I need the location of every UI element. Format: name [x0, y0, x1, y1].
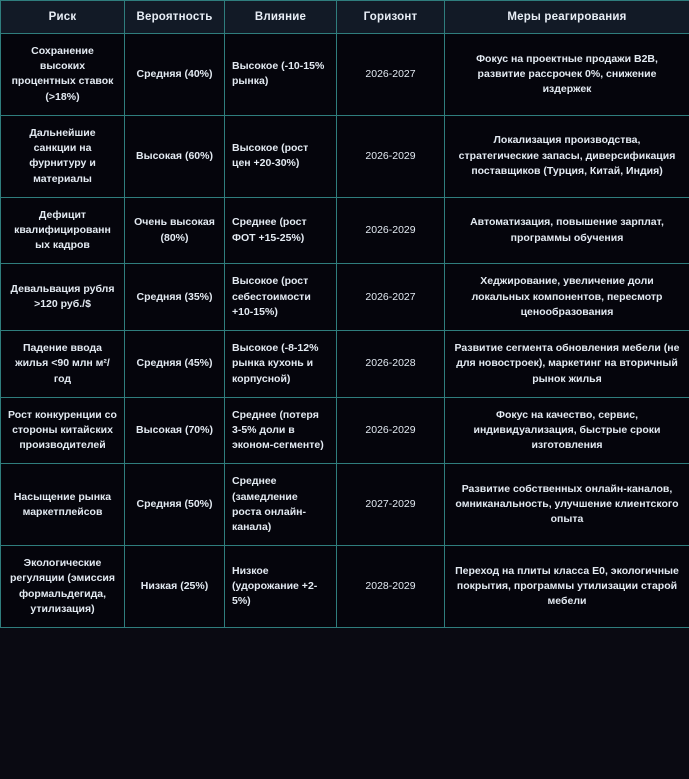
cell-probability: Средняя (45%) — [125, 331, 225, 398]
table-row — [1, 264, 689, 331]
column-header-probability: Вероятность — [125, 1, 225, 34]
cell-risk: Дальнейшие санкции на фурнитуру и материалы — [1, 115, 125, 197]
cell-probability: Высокая (60%) — [125, 115, 225, 197]
column-header-impact: Влияние — [225, 1, 337, 34]
cell-horizon: 2027-2029 — [337, 464, 445, 546]
cell-horizon: 2026-2029 — [337, 397, 445, 464]
column-header-risk: Риск — [1, 1, 125, 34]
cell-horizon: 2026-2027 — [337, 34, 445, 116]
column-header-measures: Меры реагирования — [445, 1, 689, 34]
table-row — [1, 115, 689, 197]
cell-risk: Насыщение рынка маркетплейсов — [1, 464, 125, 546]
cell-horizon: 2026-2029 — [337, 115, 445, 197]
cell-measures: Автоматизация, повышение зарплат, программы обучения — [445, 197, 689, 264]
cell-probability: Средняя (50%) — [125, 464, 225, 546]
cell-probability: Очень высокая (80%) — [125, 197, 225, 264]
cell-impact: Высокое (-8-12% рынка кухонь и корпусной) — [225, 331, 337, 398]
cell-horizon: 2026-2027 — [337, 264, 445, 331]
cell-impact: Низкое (удорожание +2-5%) — [225, 546, 337, 628]
cell-measures: Фокус на проектные продажи B2B, развитие рассрочек 0%, снижение издержек — [445, 34, 689, 116]
cell-impact: Среднее (замедление роста онлайн-канала) — [225, 464, 337, 546]
cell-measures: Фокус на качество, сервис, индивидуализация, быстрые сроки изготовления — [445, 397, 689, 464]
cell-impact: Высокое (рост себестоимости +10-15%) — [225, 264, 337, 331]
table-header-row — [1, 1, 689, 34]
cell-risk: Падение ввода жилья <90 млн м²/год — [1, 331, 125, 398]
cell-measures: Локализация производства, стратегические запасы, диверсификация поставщиков (Турция, Китай, Индия) — [445, 115, 689, 197]
cell-probability: Низкая (25%) — [125, 546, 225, 628]
cell-probability: Средняя (35%) — [125, 264, 225, 331]
cell-impact: Среднее (потеря 3-5% доли в эконом-сегменте) — [225, 397, 337, 464]
cell-risk: Сохранение высоких процентных ставок (>18%) — [1, 34, 125, 116]
cell-probability: Высокая (70%) — [125, 397, 225, 464]
cell-risk: Рост конкуренции со стороны китайских производителей — [1, 397, 125, 464]
cell-measures: Хеджирование, увеличение доли локальных компонентов, пересмотр ценообразования — [445, 264, 689, 331]
column-header-horizon: Горизонт — [337, 1, 445, 34]
cell-risk: Экологические регуляции (эмиссия формальдегида, утилизация) — [1, 546, 125, 628]
cell-horizon: 2028-2029 — [337, 546, 445, 628]
cell-measures: Развитие сегмента обновления мебели (не для новостроек), маркетинг на вторичный рынок жилья — [445, 331, 689, 398]
table-row — [1, 546, 689, 628]
cell-impact: Высокое (-10-15% рынка) — [225, 34, 337, 116]
cell-measures: Переход на плиты класса E0, экологичные покрытия, программы утилизации старой мебели — [445, 546, 689, 628]
cell-horizon: 2026-2028 — [337, 331, 445, 398]
cell-probability: Средняя (40%) — [125, 34, 225, 116]
cell-impact: Высокое (рост цен +20-30%) — [225, 115, 337, 197]
table-row — [1, 197, 689, 264]
table-row — [1, 331, 689, 398]
cell-horizon: 2026-2029 — [337, 197, 445, 264]
cell-impact: Среднее (рост ФОТ +15-25%) — [225, 197, 337, 264]
cell-risk: Дефицит квалифицированн ых кадров — [1, 197, 125, 264]
cell-risk: Девальвация рубля >120 руб./$ — [1, 264, 125, 331]
table-row — [1, 397, 689, 464]
table-row — [1, 34, 689, 116]
table-row — [1, 464, 689, 546]
cell-measures: Развитие собственных онлайн-каналов, омниканальность, улучшение клиентского опыта — [445, 464, 689, 546]
